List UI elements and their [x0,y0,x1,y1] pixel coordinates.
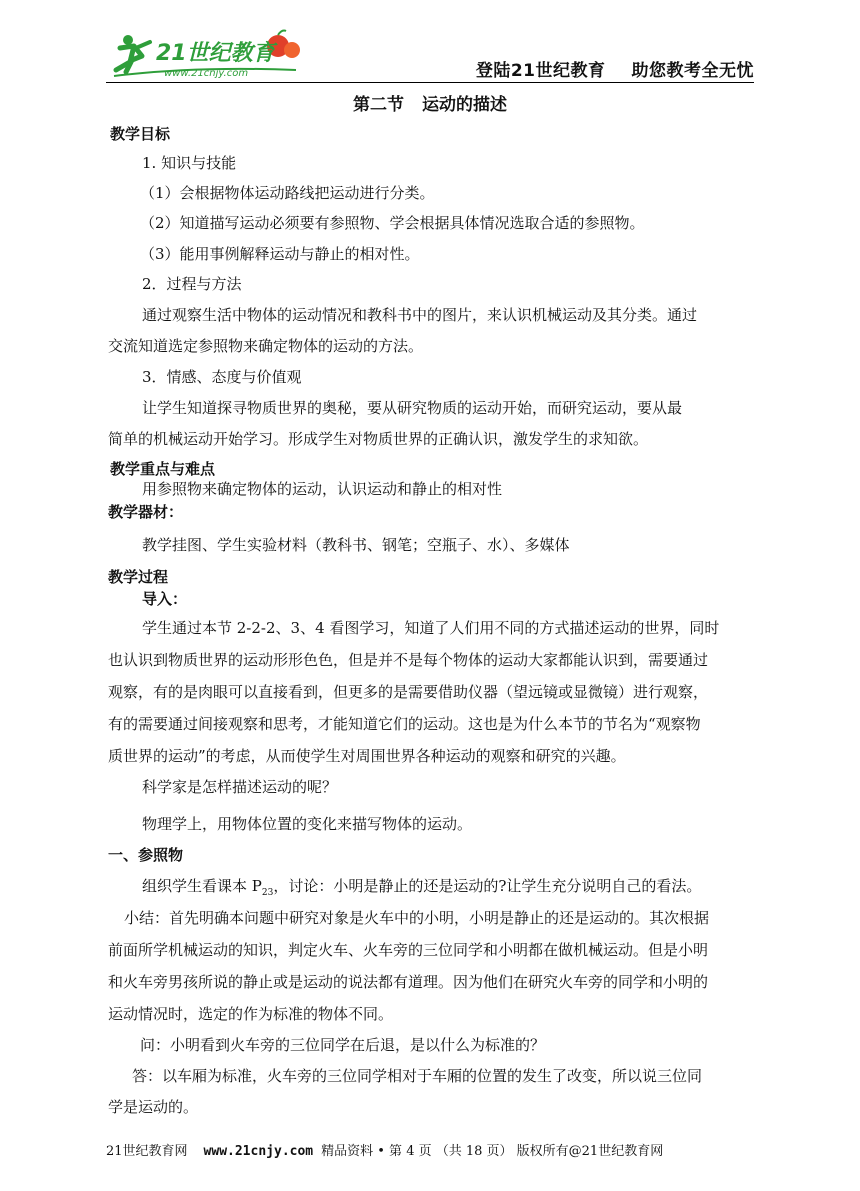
body-line: 用参照物来确定物体的运动，认识运动和静止的相对性 [142,480,503,498]
body-line: 运动情况时，选定的作为标准的物体不同。 [108,1005,394,1023]
subheading-intro: 导入： [142,590,188,608]
heading-objectives: 教学目标 [110,125,171,143]
page-subscript: 23 [261,888,274,898]
body-line: 2．过程与方法 [142,275,242,293]
site-logo[interactable] [106,26,306,82]
footer-site: 21世纪教育网 [106,1144,188,1159]
body-line: 学是运动的。 [108,1098,199,1116]
heading-key-points: 教学重点与难点 [110,460,216,478]
heading-reference: 一、参照物 [108,846,184,864]
body-line: （1）会根据物体运动路线把运动进行分类。 [140,184,435,202]
page-footer [106,1140,754,1159]
slogan-tagline: 助您教考全无忧 [631,61,754,81]
body-line [142,876,701,903]
body-line: 3．情感、态度与价值观 [142,368,302,386]
body-text: ，讨论：小明是静止的还是运动的?让学生充分说明自己的看法。 [273,877,702,895]
slogan-login: 登陆21世纪教育 [475,61,606,81]
footer-url-link[interactable]: www.21cnjy.com [203,1144,314,1159]
body-line: 交流知道选定参照物来确定物体的运动的方法。 [108,337,424,355]
heading-process: 教学过程 [108,568,169,586]
body-line: （3）能用事例解释运动与静止的相对性。 [140,245,420,263]
section-title [0,90,860,115]
body-line: 问：小明看到火车旁的三位同学在后退，是以什么为标准的？ [140,1036,546,1054]
body-line: 教学挂图、学生实验材料（教科书、钢笔；空瓶子、水）、多媒体 [142,536,570,554]
body-text: 组织学生看课本 P [142,877,262,895]
body-line: 让学生知道探寻物质世界的奥秘，要从研究物质的运动开始，而研究运动，要从最 [142,399,683,417]
body-line: 质世界的运动”的考虑，从而使学生对周围世界各种运动的观察和研究的兴趣。 [108,747,626,765]
footer-info: 精品资料 • 第 4 页 （共 18 页） 版权所有@21世纪教育网 [321,1144,664,1159]
body-line: 前面所学机械运动的知识，判定火车、火车旁的三位同学和小明都在做机械运动。但是小明 [108,941,709,959]
header-divider [106,82,754,83]
body-line: （2）知道描写运动必须要有参照物、学会根据具体情况选取合适的参照物。 [140,214,645,232]
body-line: 观察，有的是肉眼可以直接看到，但更多的是需要借助仪器（望远镜或显微镜）进行观察， [108,683,709,701]
body-line: 也认识到物质世界的运动形形色色，但是并不是每个物体的运动大家都能认识到，需要通过 [108,651,709,669]
body-line: 1. 知识与技能 [142,154,237,172]
body-line: 有的需要通过间接观察和思考，才能知道它们的运动。这也是为什么本节的节名为“观察物 [108,715,701,733]
body-line: 通过观察生活中物体的运动情况和教科书中的图片，来认识机械运动及其分类。通过 [142,306,698,324]
body-line: 答：以车厢为标准，火车旁的三位同学相对于车厢的位置的发生了改变，所以说三位同 [132,1067,703,1085]
logo-url: www.21cnjy.com [164,68,249,79]
body-line: 小结：首先明确本问题中研究对象是火车中的小明，小明是静止的还是运动的。其次根据 [124,909,710,927]
body-line: 科学家是怎样描述运动的呢？ [142,778,338,796]
body-line: 简单的机械运动开始学习。形成学生对物质世界的正确认识，激发学生的求知欲。 [108,430,649,448]
heading-materials: 教学器材： [108,503,184,521]
logo-graphic [106,26,306,82]
body-line: 物理学上，用物体位置的变化来描写物体的运动。 [142,815,473,833]
body-line: 和火车旁男孩所说的静止或是运动的说法都有道理。因为他们在研究火车旁的同学和小明的 [108,973,709,991]
body-line: 学生通过本节 2-2-2、3、4 看图学习，知道了人们用不同的方式描述运动的世界，同时 [142,619,720,637]
section-number: 第二节 [353,95,404,115]
section-name: 运动的描述 [422,95,507,115]
logo-text: 21世纪教育 [156,41,275,66]
header-slogan [476,56,754,81]
